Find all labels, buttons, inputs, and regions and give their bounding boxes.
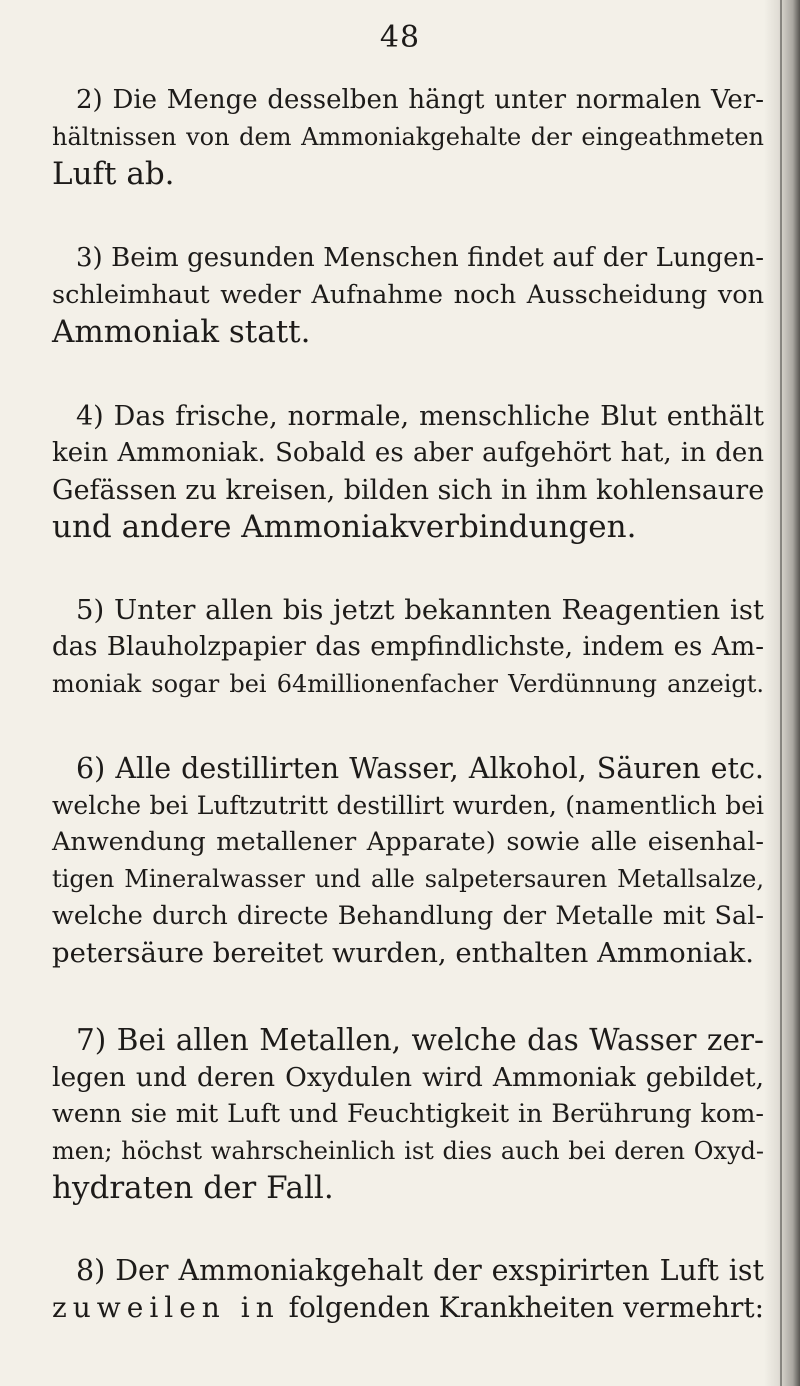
scan-edge-line — [780, 0, 782, 1386]
paragraph-7 — [52, 1022, 764, 1207]
paragraph-line: legen und deren Oxydulen wird Ammoniak gebildet, — [52, 1062, 764, 1093]
paragraph-line: 4) Das frische, normale, menschliche Blut enthält — [76, 401, 764, 432]
paragraph-line — [52, 1289, 764, 1326]
paragraph-3 — [52, 240, 764, 351]
paragraph-line: hydraten der Fall. — [52, 1170, 334, 1206]
paragraph-4 — [52, 398, 764, 546]
paragraph-line: 5) Unter allen bis jetzt bekannten Reagentien ist — [76, 594, 764, 626]
paragraph-line: 6) Alle destillirten Wasser, Alkohol, Säuren etc. — [76, 752, 764, 785]
paragraph-line: men; höchst wahrscheinlich ist dies auch bei deren Oxyd- — [52, 1137, 764, 1165]
paragraph-line: Luft ab. — [52, 156, 175, 192]
paragraph-line: wenn sie mit Luft und Feuchtigkeit in Berührung kom- — [52, 1099, 764, 1129]
paragraph-line: das Blauholzpapier das empfindlichste, indem es Am- — [52, 632, 764, 662]
paragraph-line-rest: folgenden Krankheiten vermehrt: — [288, 1291, 765, 1324]
paragraph-line: welche durch directe Behandlung der Metalle mit Sal- — [52, 901, 764, 931]
paragraph-line: moniak sogar bei 64millionenfacher Verdünnung anzeigt. — [52, 670, 764, 698]
paragraph-line: Anwendung metallener Apparate) sowie alle eisenhal- — [52, 827, 764, 857]
paragraph-2 — [52, 82, 764, 193]
paragraph-line: schleimhaut weder Aufnahme noch Ausscheidung von — [52, 280, 764, 310]
paragraph-8 — [52, 1252, 764, 1326]
emphasized-spaced-word: zuweilen in — [52, 1291, 280, 1324]
paragraph-line: 8) Der Ammoniakgehalt der exspirirten Luft ist — [76, 1254, 764, 1287]
paragraph-line: hältnissen von dem Ammoniakgehalte der eingeathmeten — [52, 123, 764, 151]
paragraph-6 — [52, 750, 764, 972]
paragraph-line: und andere Ammoniakverbindungen. — [52, 509, 637, 545]
paragraph-line: Gefässen zu kreisen, bilden sich in ihm kohlensaure — [52, 475, 765, 506]
paragraph-line: 7) Bei allen Metallen, welche das Wasser zer- — [76, 1023, 764, 1057]
paragraph-5 — [52, 592, 764, 703]
page-number: 48 — [379, 20, 421, 55]
paragraph-line: welche bei Luftzutritt destillirt wurden, (namentlich bei — [52, 791, 764, 820]
paragraph-line: 2) Die Menge desselben hängt unter normalen Ver- — [76, 85, 764, 115]
paragraph-line: tigen Mineralwasser und alle salpetersauren Metallsalze, — [52, 865, 764, 893]
paragraph-line: kein Ammoniak. Sobald es aber aufgehört hat, in den — [52, 438, 764, 468]
paragraph-line: Ammoniak statt. — [52, 314, 311, 350]
scan-edge-shadow — [764, 0, 800, 1386]
paragraph-line: 3) Beim gesunden Menschen findet auf der Lungen- — [76, 243, 764, 273]
paragraph-line: petersäure bereitet wurden, enthalten Ammoniak. — [52, 937, 755, 969]
